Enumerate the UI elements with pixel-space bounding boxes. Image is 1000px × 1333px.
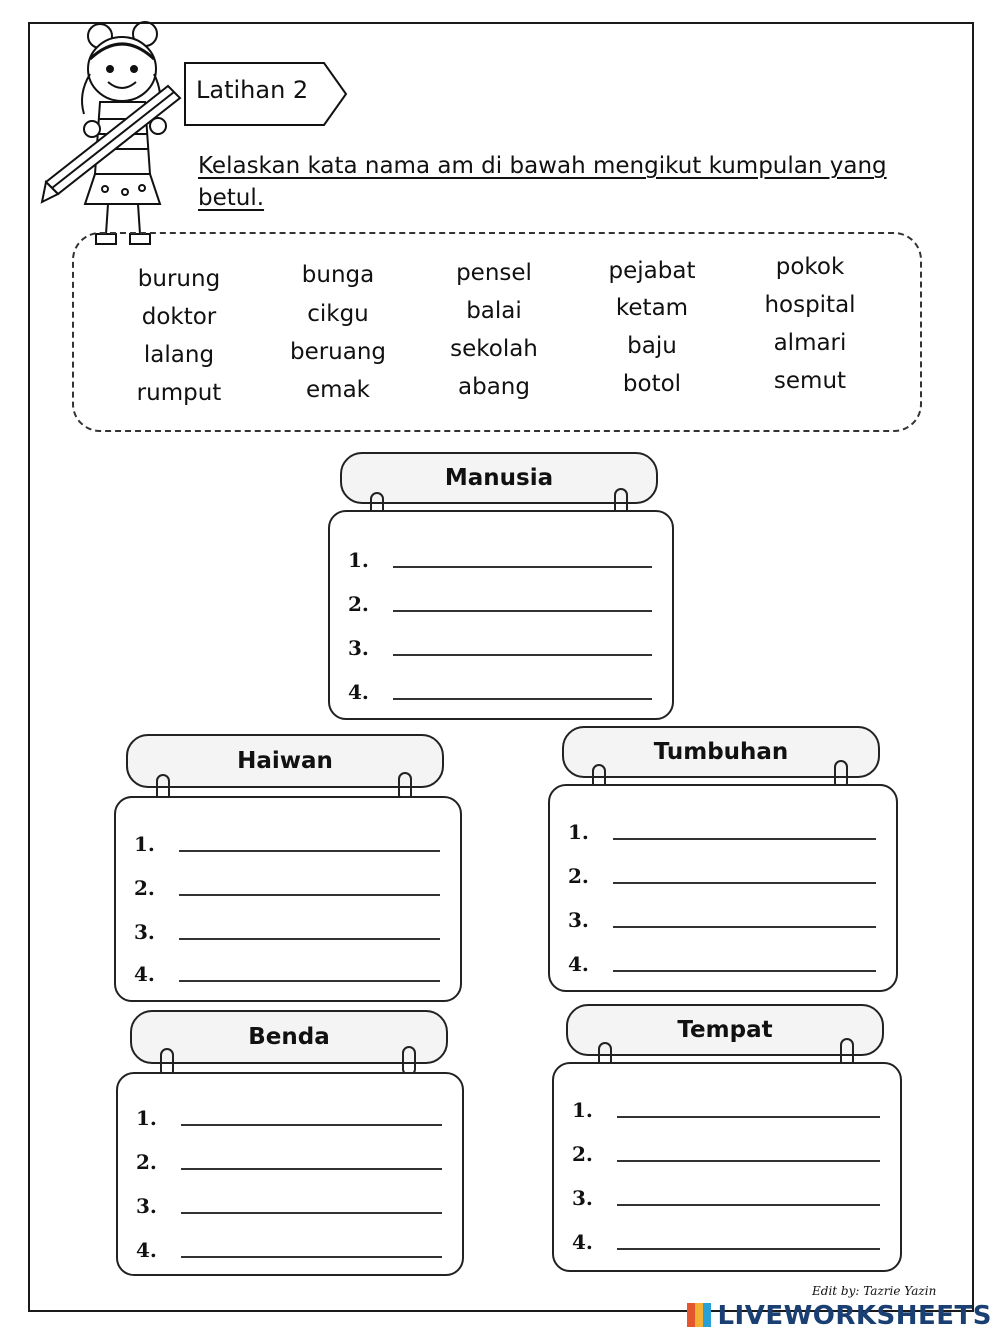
group-manusia <box>328 452 674 720</box>
item-number: 2. <box>572 1142 593 1166</box>
item-number: 2. <box>134 876 155 900</box>
word-bank-item: baju <box>627 333 677 359</box>
group-label: Benda <box>130 1010 448 1064</box>
girl-with-pencil-illustration <box>40 14 190 249</box>
item-number: 3. <box>134 920 155 944</box>
answer-card <box>116 1072 464 1276</box>
word-bank <box>72 232 922 432</box>
word-bank-item: pejabat <box>608 258 696 284</box>
item-number: 1. <box>348 548 369 572</box>
answer-line[interactable] <box>393 566 652 568</box>
answer-line[interactable] <box>613 838 876 840</box>
answer-line[interactable] <box>181 1212 442 1214</box>
answer-line[interactable] <box>179 850 440 852</box>
item-number: 4. <box>348 680 369 704</box>
word-bank-item: ketam <box>615 295 689 321</box>
answer-card <box>114 796 462 1002</box>
item-number: 3. <box>572 1186 593 1210</box>
word-bank-item: balai <box>466 298 522 324</box>
answer-line[interactable] <box>613 926 876 928</box>
item-number: 2. <box>348 592 369 616</box>
group-tumbuhan <box>548 726 898 992</box>
answer-line[interactable] <box>617 1116 880 1118</box>
answer-card <box>548 784 898 992</box>
answer-line[interactable] <box>181 1124 442 1126</box>
item-number: 3. <box>568 908 589 932</box>
item-number: 2. <box>568 864 589 888</box>
item-number: 4. <box>136 1238 157 1262</box>
group-label: Tempat <box>566 1004 884 1056</box>
item-number: 1. <box>568 820 589 844</box>
answer-line[interactable] <box>613 882 876 884</box>
group-benda <box>116 1010 464 1276</box>
word-bank-item: doktor <box>141 304 217 330</box>
item-number: 2. <box>136 1150 157 1174</box>
group-haiwan <box>114 734 462 1002</box>
word-bank-item: burung <box>137 266 221 292</box>
title-tag <box>184 62 348 126</box>
answer-line[interactable] <box>181 1168 442 1170</box>
group-label: Tumbuhan <box>562 726 880 778</box>
item-number: 4. <box>568 952 589 976</box>
answer-card <box>552 1062 902 1272</box>
edit-by-credit: Edit by: Tazrie Yazin <box>812 1284 937 1298</box>
item-number: 1. <box>572 1098 593 1122</box>
word-bank-item: emak <box>306 377 370 403</box>
item-number: 1. <box>134 832 155 856</box>
group-label: Manusia <box>340 452 658 504</box>
brand-name: LIVEWORKSHEETS <box>717 1301 992 1331</box>
worksheet-title: Latihan 2 <box>196 76 309 104</box>
word-bank-item: sekolah <box>450 336 538 362</box>
group-label: Haiwan <box>126 734 444 788</box>
answer-line[interactable] <box>393 698 652 700</box>
word-bank-item: lalang <box>143 342 215 368</box>
answer-line[interactable] <box>617 1160 880 1162</box>
item-number: 1. <box>136 1106 157 1130</box>
word-bank-item: cikgu <box>307 301 369 327</box>
answer-line[interactable] <box>179 894 440 896</box>
word-bank-item: pensel <box>456 260 532 286</box>
word-bank-item: rumput <box>136 380 222 406</box>
answer-card <box>328 510 674 720</box>
answer-line[interactable] <box>393 654 652 656</box>
answer-line[interactable] <box>179 938 440 940</box>
word-bank-item: almari <box>773 330 847 356</box>
word-bank-item: botol <box>622 371 682 397</box>
liveworksheets-logo[interactable] <box>687 1301 992 1331</box>
answer-line[interactable] <box>617 1204 880 1206</box>
item-number: 3. <box>136 1194 157 1218</box>
answer-line[interactable] <box>181 1256 442 1258</box>
instruction-text: Kelaskan kata nama am di bawah mengikut kumpulan yang betul. <box>198 153 887 211</box>
item-number: 4. <box>134 962 155 986</box>
word-bank-item: semut <box>773 368 847 394</box>
answer-line[interactable] <box>393 610 652 612</box>
answer-line[interactable] <box>617 1248 880 1250</box>
word-bank-item: bunga <box>301 262 375 288</box>
word-bank-item: hospital <box>764 292 856 318</box>
word-bank-item: abang <box>458 374 530 400</box>
item-number: 3. <box>348 636 369 660</box>
word-bank-item: pokok <box>775 254 845 280</box>
answer-line[interactable] <box>613 970 876 972</box>
answer-line[interactable] <box>179 980 440 982</box>
liveworksheets-icon <box>687 1303 711 1327</box>
word-bank-item: beruang <box>289 339 387 365</box>
group-tempat <box>552 1004 902 1274</box>
item-number: 4. <box>572 1230 593 1254</box>
